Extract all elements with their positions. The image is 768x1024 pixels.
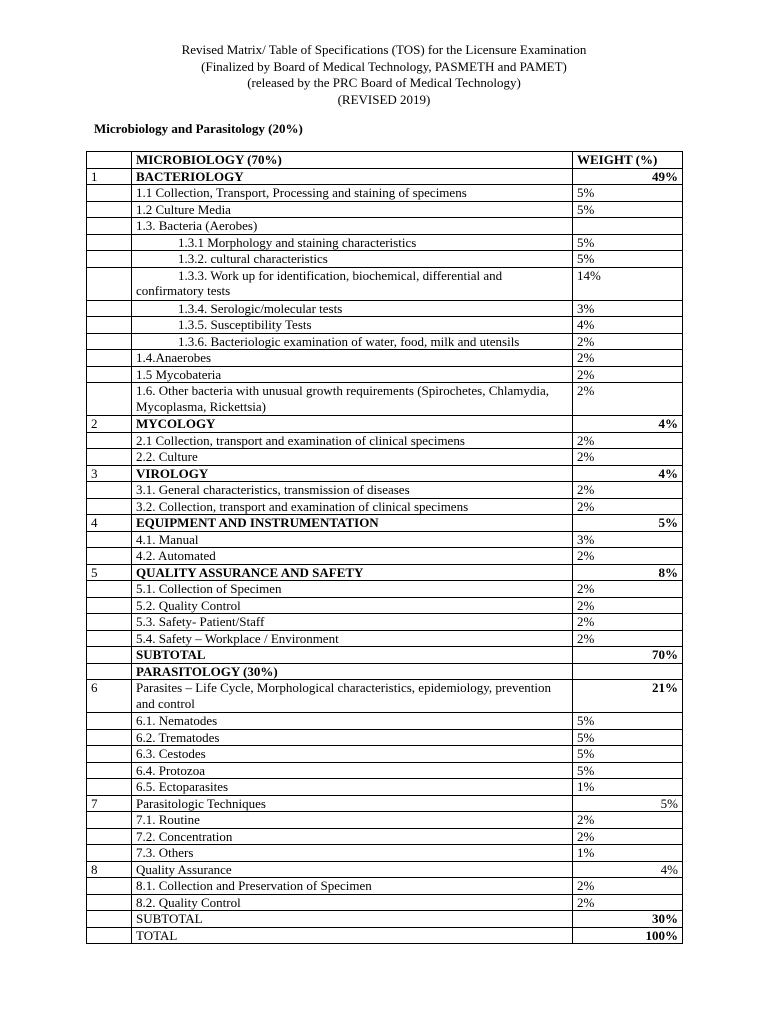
table-row xyxy=(87,201,683,218)
header-line-3: (released by the PRC Board of Medical Technology) xyxy=(247,75,521,90)
table-row xyxy=(87,614,683,631)
table-row xyxy=(87,168,683,185)
row-topic: 6.1. Nematodes xyxy=(132,713,573,730)
row-number xyxy=(87,432,132,449)
table-row xyxy=(87,548,683,565)
row-number: 5 xyxy=(87,564,132,581)
row-weight: 14% xyxy=(573,267,683,300)
table-row xyxy=(87,779,683,796)
table-row xyxy=(87,515,683,532)
row-topic: Quality Assurance xyxy=(132,861,573,878)
table-row xyxy=(87,861,683,878)
row-number xyxy=(87,597,132,614)
row-weight: 2% xyxy=(573,630,683,647)
row-weight: 2% xyxy=(573,350,683,367)
table-row xyxy=(87,465,683,482)
row-topic: 2.1 Collection, transport and examination of clinical specimens xyxy=(132,432,573,449)
row-weight: 1% xyxy=(573,779,683,796)
row-topic: 1.2 Culture Media xyxy=(132,201,573,218)
table-row xyxy=(87,531,683,548)
row-weight: 3% xyxy=(573,531,683,548)
row-number xyxy=(87,366,132,383)
row-topic: 1.3. Bacteria (Aerobes) xyxy=(132,218,573,235)
row-weight: 5% xyxy=(573,251,683,268)
table-row xyxy=(87,333,683,350)
row-weight: 5% xyxy=(573,515,683,532)
row-number xyxy=(87,762,132,779)
row-number xyxy=(87,663,132,680)
row-weight: 5% xyxy=(573,185,683,202)
row-number xyxy=(87,894,132,911)
table-row xyxy=(87,746,683,763)
row-topic: 6.4. Protozoa xyxy=(132,762,573,779)
table-row xyxy=(87,878,683,895)
row-topic: 1.4.Anaerobes xyxy=(132,350,573,367)
table-row xyxy=(87,663,683,680)
row-number xyxy=(87,927,132,944)
row-number xyxy=(87,300,132,317)
row-number xyxy=(87,614,132,631)
row-weight: 4% xyxy=(573,317,683,334)
row-number xyxy=(87,845,132,862)
row-weight: 5% xyxy=(573,795,683,812)
row-number xyxy=(87,317,132,334)
row-topic: 1.3.6. Bacteriologic examination of water, food, milk and utensils xyxy=(132,333,573,350)
table-row xyxy=(87,218,683,235)
row-number xyxy=(87,152,132,169)
row-weight: 4% xyxy=(573,465,683,482)
row-number: 3 xyxy=(87,465,132,482)
table-row xyxy=(87,795,683,812)
row-topic: 2.2. Culture xyxy=(132,449,573,466)
row-number xyxy=(87,828,132,845)
row-number xyxy=(87,350,132,367)
row-weight: 30% xyxy=(573,911,683,928)
header-line-2: (Finalized by Board of Medical Technology, PASMETH and PAMET) xyxy=(201,58,567,74)
row-weight: 2% xyxy=(573,581,683,598)
table-row xyxy=(87,564,683,581)
header-line-4: (REVISED 2019) xyxy=(337,91,431,107)
row-number xyxy=(87,647,132,664)
row-weight: WEIGHT (%) xyxy=(573,152,683,169)
row-weight: 5% xyxy=(573,762,683,779)
table-row xyxy=(87,185,683,202)
table-row xyxy=(87,366,683,383)
table-row xyxy=(87,845,683,862)
table-row xyxy=(87,251,683,268)
table-row xyxy=(87,762,683,779)
row-topic: SUBTOTAL xyxy=(132,911,573,928)
row-number xyxy=(87,812,132,829)
table-row xyxy=(87,828,683,845)
row-weight: 2% xyxy=(573,366,683,383)
row-number xyxy=(87,201,132,218)
row-topic: 7.1. Routine xyxy=(132,812,573,829)
row-topic: 1.3.2. cultural characteristics xyxy=(132,251,573,268)
row-topic: 7.3. Others xyxy=(132,845,573,862)
row-topic: 5.3. Safety- Patient/Staff xyxy=(132,614,573,631)
row-weight: 4% xyxy=(573,416,683,433)
row-weight: 2% xyxy=(573,828,683,845)
row-topic: 1.5 Mycobateria xyxy=(132,366,573,383)
row-topic: TOTAL xyxy=(132,927,573,944)
row-number xyxy=(87,234,132,251)
row-topic: 3.2. Collection, transport and examination of clinical specimens xyxy=(132,498,573,515)
row-weight: 2% xyxy=(573,614,683,631)
row-topic: 7.2. Concentration xyxy=(132,828,573,845)
table-row xyxy=(87,482,683,499)
row-number: 8 xyxy=(87,861,132,878)
row-topic: MICROBIOLOGY (70%) xyxy=(132,152,573,169)
row-topic: 6.5. Ectoparasites xyxy=(132,779,573,796)
row-topic: Parasitologic Techniques xyxy=(132,795,573,812)
row-topic: PARASITOLOGY (30%) xyxy=(132,663,573,680)
table-row xyxy=(87,911,683,928)
header-line-1: Revised Matrix/ Table of Specifications (TOS) for the Licensure Examination xyxy=(181,42,587,57)
row-number xyxy=(87,185,132,202)
row-weight: 5% xyxy=(573,201,683,218)
row-topic: 1.1 Collection, Transport, Processing and staining of specimens xyxy=(132,185,573,202)
table-row xyxy=(87,234,683,251)
table-row xyxy=(87,498,683,515)
table-row xyxy=(87,630,683,647)
row-weight: 2% xyxy=(573,498,683,515)
row-weight: 5% xyxy=(573,713,683,730)
row-number: 2 xyxy=(87,416,132,433)
row-number xyxy=(87,581,132,598)
row-topic: 8.2. Quality Control xyxy=(132,894,573,911)
row-weight: 2% xyxy=(573,482,683,499)
row-number xyxy=(87,333,132,350)
row-topic: 1.3.4. Serologic/molecular tests xyxy=(132,300,573,317)
row-weight: 2% xyxy=(573,812,683,829)
table-row xyxy=(87,894,683,911)
row-weight: 2% xyxy=(573,333,683,350)
table-row xyxy=(87,416,683,433)
table-row xyxy=(87,350,683,367)
row-weight: 2% xyxy=(573,878,683,895)
row-number xyxy=(87,746,132,763)
row-number xyxy=(87,531,132,548)
row-weight xyxy=(573,218,683,235)
row-topic: 8.1. Collection and Preservation of Specimen xyxy=(132,878,573,895)
row-number xyxy=(87,878,132,895)
table-row xyxy=(87,597,683,614)
row-number xyxy=(87,713,132,730)
table-row xyxy=(87,317,683,334)
table-row xyxy=(87,581,683,598)
document-header xyxy=(0,42,768,108)
row-weight: 100% xyxy=(573,927,683,944)
row-number xyxy=(87,779,132,796)
table-row xyxy=(87,713,683,730)
row-number xyxy=(87,498,132,515)
row-number xyxy=(87,482,132,499)
row-weight: 3% xyxy=(573,300,683,317)
tos-table xyxy=(86,151,683,944)
table-row xyxy=(87,267,683,300)
table-row xyxy=(87,812,683,829)
row-weight: 2% xyxy=(573,432,683,449)
row-weight: 21% xyxy=(573,680,683,713)
row-number xyxy=(87,911,132,928)
row-weight: 5% xyxy=(573,729,683,746)
row-number xyxy=(87,548,132,565)
row-number: 6 xyxy=(87,680,132,713)
table-row xyxy=(87,729,683,746)
row-weight: 49% xyxy=(573,168,683,185)
row-weight: 5% xyxy=(573,746,683,763)
row-topic: 3.1. General characteristics, transmission of diseases xyxy=(132,482,573,499)
row-topic: EQUIPMENT AND INSTRUMENTATION xyxy=(132,515,573,532)
row-topic: VIROLOGY xyxy=(132,465,573,482)
table-row xyxy=(87,432,683,449)
table-row xyxy=(87,647,683,664)
row-weight: 4% xyxy=(573,861,683,878)
row-topic: 5.4. Safety – Workplace / Environment xyxy=(132,630,573,647)
row-number: 1 xyxy=(87,168,132,185)
row-topic: 1.6. Other bacteria with unusual growth requirements (Spirochetes, Chlamydia, Mycoplasma, Rickettsia) xyxy=(132,383,573,416)
row-number xyxy=(87,218,132,235)
row-weight: 8% xyxy=(573,564,683,581)
row-topic: 5.2. Quality Control xyxy=(132,597,573,614)
row-number xyxy=(87,251,132,268)
row-number: 7 xyxy=(87,795,132,812)
row-topic: QUALITY ASSURANCE AND SAFETY xyxy=(132,564,573,581)
row-weight: 2% xyxy=(573,548,683,565)
table-row xyxy=(87,680,683,713)
row-topic: 1.3.3. Work up for identification, biochemical, differential and confirmatory tests xyxy=(132,267,573,300)
row-topic: 1.3.1 Morphology and staining characteristics xyxy=(132,234,573,251)
row-topic: 6.2. Trematodes xyxy=(132,729,573,746)
row-number xyxy=(87,630,132,647)
row-weight: 2% xyxy=(573,597,683,614)
row-weight: 5% xyxy=(573,234,683,251)
row-weight: 1% xyxy=(573,845,683,862)
table-row xyxy=(87,449,683,466)
row-topic: MYCOLOGY xyxy=(132,416,573,433)
table-row xyxy=(87,383,683,416)
table-row xyxy=(87,300,683,317)
row-number: 4 xyxy=(87,515,132,532)
section-title: Microbiology and Parasitology (20%) xyxy=(94,121,303,136)
row-number xyxy=(87,449,132,466)
row-number xyxy=(87,267,132,300)
row-topic: SUBTOTAL xyxy=(132,647,573,664)
row-topic: 4.1. Manual xyxy=(132,531,573,548)
row-topic: 4.2. Automated xyxy=(132,548,573,565)
table-row xyxy=(87,152,683,169)
row-topic: 1.3.5. Susceptibility Tests xyxy=(132,317,573,334)
row-topic: BACTERIOLOGY xyxy=(132,168,573,185)
row-topic: 6.3. Cestodes xyxy=(132,746,573,763)
row-topic: Parasites – Life Cycle, Morphological characteristics, epidemiology, prevention and control xyxy=(132,680,573,713)
row-weight: 2% xyxy=(573,894,683,911)
row-topic: 5.1. Collection of Specimen xyxy=(132,581,573,598)
row-number xyxy=(87,729,132,746)
row-weight xyxy=(573,663,683,680)
table-row xyxy=(87,927,683,944)
row-weight: 2% xyxy=(573,383,683,416)
row-weight: 2% xyxy=(573,449,683,466)
row-weight: 70% xyxy=(573,647,683,664)
row-number xyxy=(87,383,132,416)
